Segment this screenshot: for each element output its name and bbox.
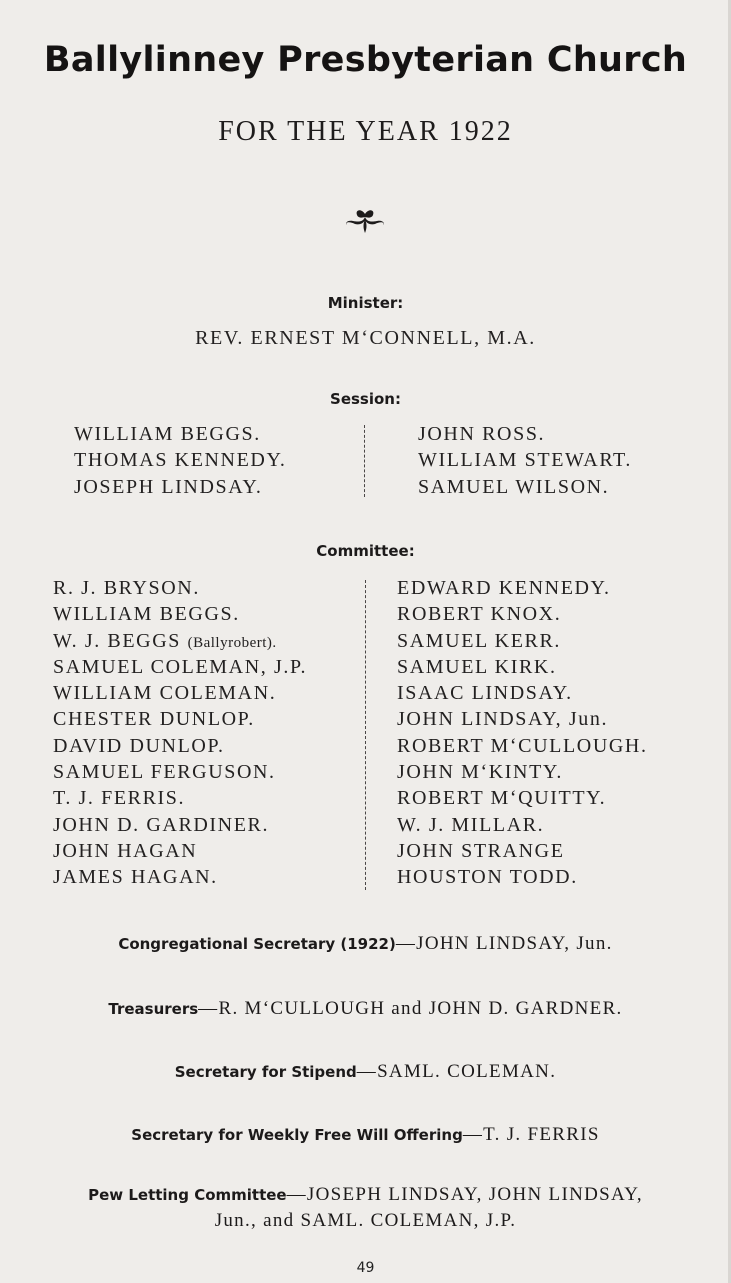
committee-member-note: (Ballyrobert). [187,634,277,651]
session-right-column [418,421,632,500]
committee-member: JOHN HAGAN [53,839,198,862]
committee-member: JOHN M‘KINTY. [397,761,563,784]
page-number: 49 [356,1260,375,1276]
pew-letting-committee-line-2 [0,1210,731,1232]
committee-member: SAMUEL KERR. [397,629,562,652]
session-member: WILLIAM STEWART. [418,449,632,472]
pew-letting-committee-line [0,1184,731,1206]
minister-heading: Minister: [327,294,404,312]
committee-member: ROBERT KNOX. [397,603,562,626]
session-left-column [74,421,287,500]
committee-member: HOUSTON TODD. [397,866,578,889]
committee-member: JAMES HAGAN. [53,866,218,889]
committee-left-column [53,575,307,891]
session-member: JOHN ROSS. [418,423,546,445]
congregational-secretary-line [0,933,731,955]
fleuron-ornament-icon [343,208,387,234]
pew-letting-committee-value: —JOSEPH LINDSAY, JOHN LINDSAY, [286,1184,643,1205]
session-member: THOMAS KENNEDY. [74,449,287,472]
page-title: Ballylinney Presbyterian Church [43,40,688,80]
committee-member: EDWARD KENNEDY. [397,577,611,599]
session-member: JOSEPH LINDSAY. [74,475,263,498]
committee-divider [365,580,366,890]
stipend-secretary-value: —SAML. COLEMAN. [356,1061,557,1082]
session-heading: Session: [330,390,401,408]
stipend-secretary-label: Secretary for Stipend [174,1063,357,1081]
committee-member: SAMUEL KIRK. [397,655,557,678]
committee-member: W. J. BEGGS (Ballyrobert). [53,629,277,652]
congregational-secretary-label: Congregational Secretary (1922) [118,935,396,953]
committee-member: DAVID DUNLOP. [53,734,225,757]
committee-member: ROBERT M‘QUITTY. [397,787,607,810]
committee-heading: Committee: [316,542,415,560]
session-member: SAMUEL WILSON. [418,475,610,498]
committee-member: CHESTER DUNLOP. [53,708,255,731]
weekly-offering-secretary-value: —T. J. FERRIS [462,1124,600,1145]
session-divider [364,425,365,497]
committee-member: ISAAC LINDSAY. [397,682,573,705]
treasurers-value: —R. M‘CULLOUGH and JOHN D. GARDNER. [198,998,623,1019]
congregational-secretary-value: —JOHN LINDSAY, Jun. [395,933,613,954]
committee-member: R. J. BRYSON. [53,577,200,599]
committee-member: WILLIAM COLEMAN. [53,682,277,705]
treasurers-label: Treasurers [108,1000,199,1018]
committee-member: ROBERT M‘CULLOUGH. [397,734,648,757]
treasurers-line [0,998,731,1020]
session-member: WILLIAM BEGGS. [74,423,261,445]
committee-member: SAMUEL FERGUSON. [53,761,276,784]
weekly-offering-secretary-label: Secretary for Weekly Free Will Offering [131,1126,463,1144]
committee-member: W. J. MILLAR. [397,813,545,836]
committee-member: SAMUEL COLEMAN, J.P. [53,655,308,678]
page-subtitle: FOR THE YEAR 1922 [218,116,513,147]
minister-name: REV. ERNEST M‘CONNELL, M.A. [195,327,536,349]
pew-letting-committee-label: Pew Letting Committee [88,1186,287,1204]
committee-member: JOHN D. GARDINER. [53,813,270,836]
committee-member: JOHN LINDSAY, Jun. [397,708,609,731]
stipend-secretary-line [0,1061,731,1083]
weekly-offering-secretary-line [0,1124,731,1146]
committee-member: JOHN STRANGE [397,839,565,862]
pew-letting-committee-value-2: Jun., and SAML. COLEMAN, J.P. [214,1210,517,1231]
committee-member: WILLIAM BEGGS. [53,603,240,626]
committee-member: T. J. FERRIS. [53,787,186,810]
committee-right-column [397,575,648,891]
